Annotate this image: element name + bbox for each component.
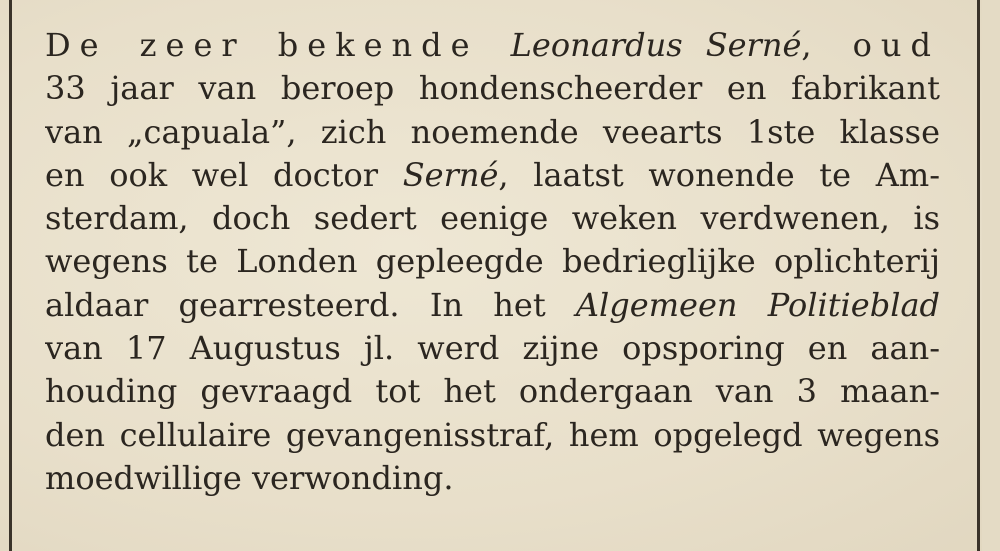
article-line-6	[45, 240, 940, 283]
article-text: sterdam, doch sedert eenige weken verdwenen, is	[45, 199, 940, 238]
article-line-2	[45, 67, 940, 110]
column-rule-left	[9, 0, 12, 551]
article-text: houding gevraagd tot het ondergaan van 3 maan-	[45, 372, 940, 411]
article-text: aldaar gearresteerd. In het	[45, 285, 576, 324]
article-line-11	[45, 457, 940, 500]
article-line-5	[45, 197, 940, 240]
page-margin	[982, 0, 1000, 551]
article-text: en ook wel doctor	[45, 155, 403, 194]
article-text: moedwillige verwonding.	[45, 458, 454, 497]
article-text: van 17 Augustus jl. werd zijne opsporing en aan-	[45, 329, 940, 368]
article-text: van „capuala”, zich noemende veearts 1ste klasse	[45, 112, 940, 151]
article-text: 33 jaar van beroep hondenscheerder en fabrikant	[45, 69, 940, 108]
news-article	[45, 24, 940, 500]
column-rule-right	[977, 0, 980, 551]
article-line-7	[45, 284, 940, 327]
article-line-4	[45, 154, 940, 197]
article-text: De zeer bekende	[45, 26, 511, 64]
article-line-3	[45, 111, 940, 154]
article-text: , laatst wonende te Am-	[498, 155, 940, 194]
article-line-1	[45, 24, 940, 67]
publication-name: Algemeen Politieblad	[575, 285, 940, 324]
article-text: den cellulaire gevangenisstraf, hem opgelegd wegens	[45, 415, 940, 454]
article-line-9	[45, 370, 940, 413]
article-line-8	[45, 327, 940, 370]
article-line-10	[45, 414, 940, 457]
article-text: wegens te Londen gepleegde bedrieglijke oplichterij	[45, 242, 940, 281]
person-name: Serné	[402, 155, 499, 194]
person-name: Leonardus Serné	[510, 26, 802, 64]
article-text: , oud	[801, 26, 940, 64]
